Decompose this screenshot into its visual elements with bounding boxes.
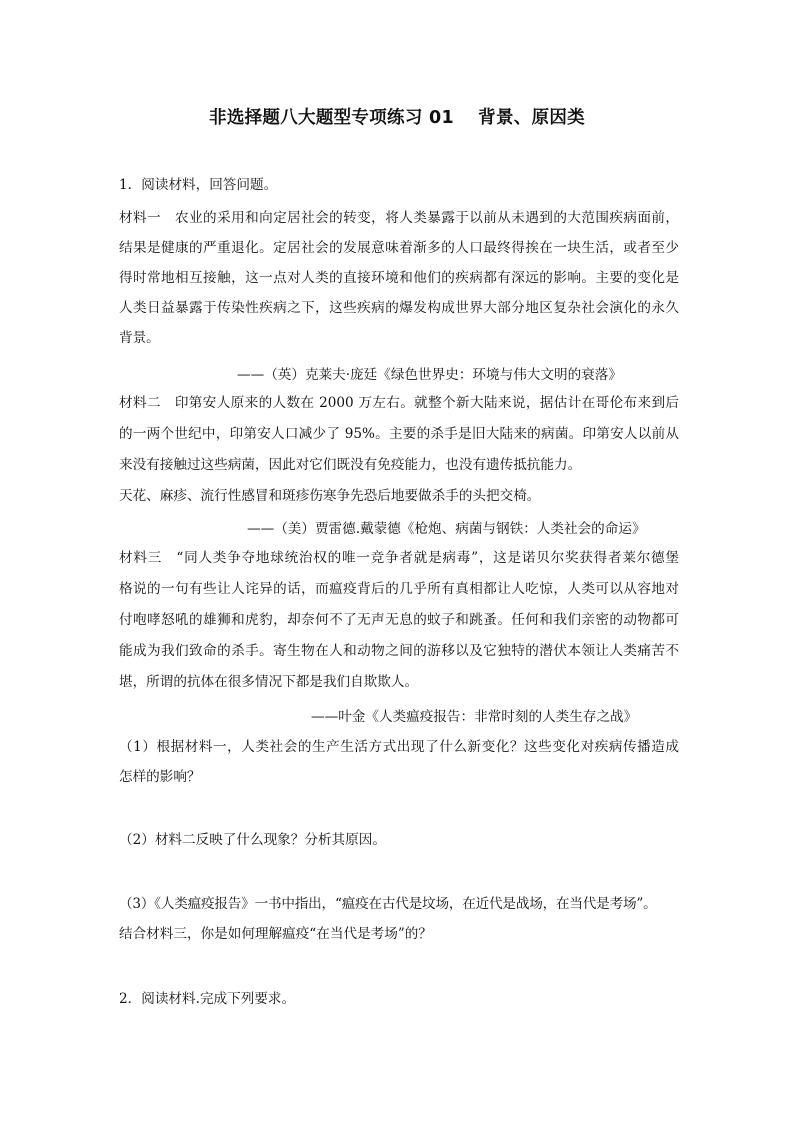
material-1-line: 材料一 农业的采用和向定居社会的转变，将人类暴露于以前从未遇到的大范围疾病面前， xyxy=(119,210,679,226)
material-2-line: 来没有接触过这些病菌，因此对它们既没有免疫能力，也没有遗传抵抗能力。 xyxy=(119,457,582,473)
sub-question-1-line: 怎样的影响？ xyxy=(119,769,201,785)
material-3-line: 格说的一句有些让人诧异的话，而瘟疫背后的几乎所有真相都让人吃惊，人类可以从容地对 xyxy=(119,581,679,597)
material-3-line: 能成为我们致命的杀手。寄生物在人和动物之间的游移以及它独特的潜伏本领让人类痛苦不 xyxy=(119,643,679,659)
material-1-line: 结果是健康的严重退化。定居社会的发展意味着渐多的人口最终得挨在一块生活，或者至少 xyxy=(119,240,679,256)
page-title: 非选择题八大题型专项练习 01 背景、原因类 xyxy=(209,108,585,128)
material-3-line: 材料三 “同人类争夺地球统治权的唯一竞争者就是病毒”，这是诺贝尔奖获得者莱尔德堡 xyxy=(119,550,679,566)
sub-question-2: （2）材料二反映了什么现象？分析其原因。 xyxy=(119,832,386,848)
material-1-line: 背景。 xyxy=(119,330,160,346)
material-3-line: 堪，所谓的抗体在很多情况下都是我们自欺欺人。 xyxy=(119,674,419,690)
material-1-line: 得时常地相互接触，这一点对人类的直接环境和他们的疾病都有深远的影响。主要的变化是 xyxy=(119,270,679,286)
material-3-source: ——叶金《人类瘟疫报告：非常时刻的人类生存之战》 xyxy=(311,709,638,725)
sub-question-1-line: （1）根据材料一，人类社会的生产生活方式出现了什么新变化？这些变化对疾病传播造成 xyxy=(119,739,679,755)
material-2-line: 的一两个世纪中，印第安人口减少了 95%。主要的杀手是旧大陆来的病菌。印第安人以前从 xyxy=(119,426,679,442)
question-1-prompt: 1．阅读材料，回答问题。 xyxy=(119,177,278,193)
material-1-source: ——（英）克莱夫·庞廷《绿色世界史：环境与伟大文明的衰落》 xyxy=(237,367,622,383)
material-1-line: 人类日益暴露于传染性疾病之下，这些疾病的爆发构成世界大部分地区复杂社会演化的永久 xyxy=(119,300,679,316)
material-2-line: 材料二 印第安人原来的人数在 2000 万左右。就整个新大陆来说，据估计在哥伦布来到后 xyxy=(119,395,679,411)
material-3-line: 付咆哮怒吼的雄狮和虎豹，却奈何不了无声无息的蚊子和跳蚤。任何和我们亲密的动物都可 xyxy=(119,612,679,628)
question-2-prompt: 2．阅读材料.完成下列要求。 xyxy=(119,991,296,1007)
material-2-line: 天花、麻疹、流行性感冒和斑疹伤寒争先恐后地要做杀手的头把交椅。 xyxy=(119,488,541,504)
sub-question-3-line: （3）《人类瘟疫报告》一书中指出，“瘟疫在古代是坟场，在近代是战场，在当代是考场”。 xyxy=(119,896,657,912)
sub-question-3-line: 结合材料三，你是如何理解瘟疫“在当代是考场”的？ xyxy=(119,926,432,942)
material-2-source: ——（美）贾雷德.戴蒙德《枪炮、病菌与钢铁：人类社会的命运》 xyxy=(247,521,646,537)
